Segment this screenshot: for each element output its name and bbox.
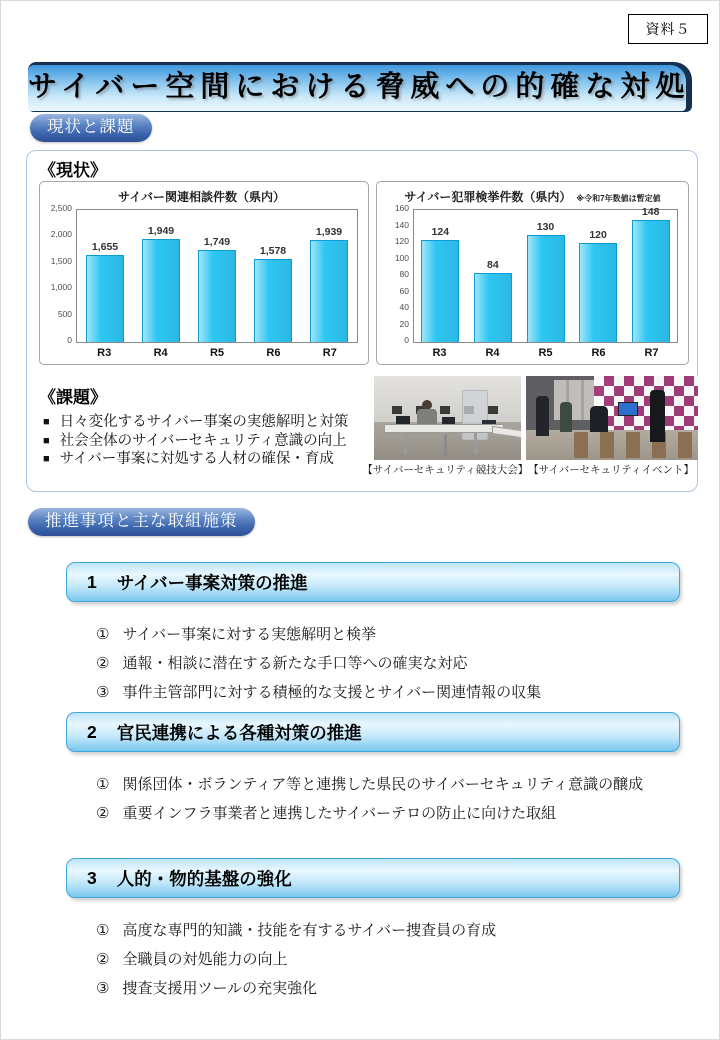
x-tick-label: R7 [644,346,659,359]
bar-value-label: 130 [536,220,555,233]
bar-value-label: 1,749 [203,235,231,248]
measure-item [96,944,680,973]
circled-number: ② [96,950,110,968]
photo-person [590,406,608,432]
photo-captions [362,462,694,477]
measure-item-text: 捜査支援用ツールの充実強化 [122,980,318,997]
measure-item-text: 高度な専門的知識・技能を有するサイバー捜査員の育成 [122,922,497,939]
measure-title: 官民連携による各種対策の推進 [116,722,362,743]
chart-y-axis [46,203,76,345]
bar [254,259,292,342]
y-tick-label: 2,000 [50,229,72,240]
bar-value-label: 84 [487,258,499,271]
y-tick-label: 20 [399,318,409,329]
measure-item-text: 全職員の対処能力の向上 [122,951,288,968]
y-tick-label: 2,500 [50,203,72,213]
measure-title: 人的・物的基盤の強化 [116,868,292,889]
circled-number: ① [96,625,110,643]
circled-number: ② [96,654,110,672]
measure-item-text: サイバー事案に対する実態解明と検挙 [122,626,377,643]
photo-person [536,396,549,436]
photo-caption-competition: 【サイバーセキュリティ競技大会】 [362,464,529,476]
issue-item [43,450,379,469]
y-tick-label: 40 [399,302,409,312]
bar-value-label: 148 [641,205,660,218]
photo-cyber-event [526,376,698,460]
measure-section-2 [66,712,680,827]
x-tick-label: R4 [485,346,500,359]
chart-title: サイバー関連相談件数（県内） [118,190,285,204]
issues-list [43,413,379,469]
y-tick-label: 100 [394,252,409,263]
measure-item-text: 関係団体・ボランティア等と連携した県民のサイバーセキュリティ意識の醸成 [122,776,644,793]
doc-number-label: 資料５ [645,21,691,37]
issue-text: 社会全体のサイバーセキュリティ意識の向上 [59,432,347,449]
charts-row [39,181,687,365]
bullet-square-icon: ■ [43,434,50,447]
y-tick-label: 160 [394,203,409,213]
issue-text: サイバー事案に対処する人材の確保・育成 [59,451,334,467]
measure-item [96,619,680,648]
measure-item [96,973,680,1002]
y-tick-label: 500 [57,308,72,319]
chart-arrests [376,181,689,365]
page-title: サイバー空間における脅威への的確な対処 [28,71,691,103]
current-state-panel [26,150,698,492]
measure-items [66,898,680,1002]
issues-heading: 《課題》 [39,388,107,407]
photo-person [650,390,665,442]
x-tick-label: R7 [322,346,337,359]
bar [474,273,512,342]
x-tick-label: R5 [538,346,553,359]
bar-value-label: 1,578 [259,244,287,257]
chart-consultations [39,181,369,365]
chart-x-axis [76,343,358,362]
y-tick-label: 120 [394,236,409,246]
circled-number: ① [96,921,110,939]
chart-plot-area [76,209,358,343]
y-tick-label: 60 [399,285,409,296]
measure-section-1 [66,562,680,706]
issue-item [43,432,379,451]
y-tick-label: 0 [67,335,72,345]
bar [579,243,617,342]
measure-item [96,648,680,677]
bar-value-label: 124 [431,225,450,238]
badge-initiatives: 推進事項と主な取組施策 [28,508,255,536]
title-banner [28,62,692,112]
bar [527,235,565,342]
x-tick-label: R4 [153,346,168,359]
y-tick-label: 0 [404,335,409,345]
x-tick-label: R3 [432,346,447,359]
measure-item [96,798,680,827]
photo-table [384,424,504,433]
doc-number-box [628,14,708,44]
y-tick-label: 1,000 [50,282,72,293]
bar [198,250,236,342]
issue-text: 日々変化するサイバー事案の実態解明と対策 [59,414,349,430]
bar [310,240,348,342]
photo-cyber-competition [374,376,521,460]
current-state-heading: 《現状》 [39,161,107,180]
bar-value-label: 1,949 [147,225,175,238]
photo-checkered-backdrop [594,376,698,432]
bar [632,220,670,342]
x-tick-label: R6 [266,346,281,359]
chart-note: ※令和7年数値は暫定値 [576,194,661,203]
circled-number: ② [96,804,110,822]
measure-item [96,677,680,706]
circled-number: ③ [96,683,110,701]
x-tick-label: R6 [591,346,606,359]
photos-row [374,376,698,460]
bar [86,255,124,342]
measure-item-text: 通報・相談に潜在する新たな手口等への確実な対応 [122,655,468,672]
photo-monitor [618,402,638,416]
chart-title: サイバー犯罪検挙件数（県内） [404,190,572,204]
measure-item-text: 事件主管部門に対する積極的な支援とサイバー関連情報の収集 [122,684,542,701]
photo-person [560,402,572,432]
measure-section-3 [66,858,680,1002]
issue-item [43,413,379,432]
measure-header [66,562,680,602]
measure-title: サイバー事案対策の推進 [116,572,308,593]
measure-items [66,752,680,827]
measure-items [66,602,680,706]
bullet-square-icon: ■ [43,416,50,428]
bar [142,239,180,342]
measure-number: 1 [87,571,97,592]
chart-plot-area [413,205,678,343]
measure-item [96,769,680,798]
measure-item-text: 重要インフラ事業者と連携したサイバーテロの防止に向けた取組 [122,805,557,822]
measure-header [66,712,680,752]
measure-number: 2 [87,721,97,742]
bar-value-label: 1,939 [315,225,343,238]
chart-x-axis [413,343,678,362]
y-tick-label: 80 [399,269,409,279]
y-tick-label: 140 [394,219,409,230]
measure-number: 3 [87,867,97,888]
bar [421,240,459,342]
photo-table-legs [404,432,407,454]
x-tick-label: R3 [97,346,112,359]
bullet-square-icon: ■ [43,453,50,465]
photo-caption-event: 【サイバーセキュリティイベント】 [528,464,694,476]
badge-status-issues: 現状と課題 [30,114,152,142]
measure-item [96,915,680,944]
photo-chairs [574,432,694,458]
bar-value-label: 1,655 [91,240,119,253]
measure-header [66,858,680,898]
x-tick-label: R5 [209,346,225,359]
y-tick-label: 1,500 [50,255,72,266]
bar-value-label: 120 [589,229,607,241]
circled-number: ① [96,775,110,793]
chart-y-axis [383,203,413,345]
circled-number: ③ [96,979,110,997]
